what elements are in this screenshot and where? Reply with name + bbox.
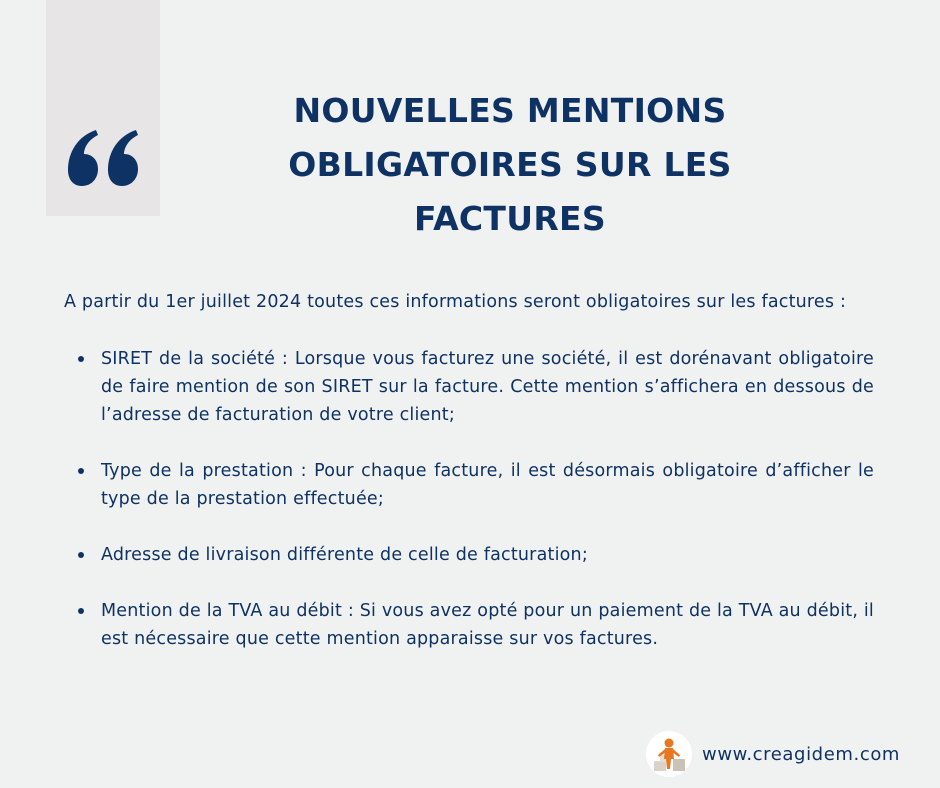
list-item: [101, 541, 874, 569]
quote-marks-icon: [68, 128, 140, 186]
page-title: NOUVELLES MENTIONS OBLIGATOIRES SUR LES FACTURES: [288, 91, 732, 238]
list-item: [101, 597, 874, 653]
bullet-dot-icon: [78, 468, 84, 474]
bullet-dot-icon: [78, 608, 84, 614]
list-item-text: SIRET de la société : Lorsque vous facturez une société, il est dorénavant obligatoire de faire mention de son SIRET sur la facture. Cette mention s’affichera en dessous de l’adresse de facturation de votre client;: [101, 349, 874, 425]
main-content: [64, 288, 874, 681]
intro-text: A partir du 1er juillet 2024 toutes ces informations seront obligatoires sur les factures :: [64, 292, 847, 312]
list-item-text: Mention de la TVA au débit : Si vous avez opté pour un paiement de la TVA au débit, il est nécessaire que cette mention apparaisse sur vos factures.: [101, 601, 874, 649]
bullet-dot-icon: [78, 356, 84, 362]
bullet-dot-icon: [78, 552, 84, 558]
list-item-text: Type de la prestation : Pour chaque facture, il est désormais obligatoire d’afficher le type de la prestation effectuée;: [101, 461, 874, 509]
website-link[interactable]: www.creagidem.com: [702, 743, 901, 765]
orange-figure-logo-icon: [646, 731, 692, 777]
obligation-list: [64, 345, 874, 653]
quote-panel: [46, 0, 160, 216]
list-item: [101, 345, 874, 429]
list-item: [101, 457, 874, 513]
footer: [646, 730, 900, 778]
list-item-text: Adresse de livraison différente de celle de facturation;: [101, 545, 588, 565]
